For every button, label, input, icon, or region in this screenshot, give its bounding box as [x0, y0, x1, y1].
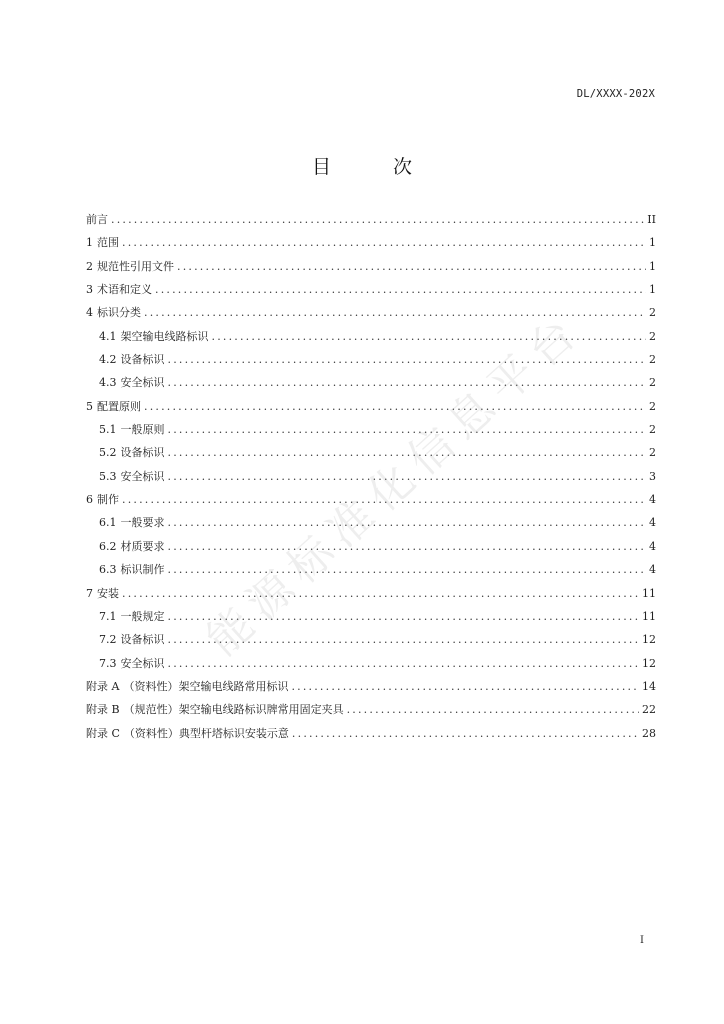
toc-entry-page: 2	[649, 329, 656, 343]
toc-leader-dots	[168, 371, 647, 394]
toc-entry-number: 5	[86, 399, 93, 413]
toc-entry-page: 2	[649, 353, 656, 367]
toc-entry-number: 5.3	[99, 469, 117, 483]
toc-entry[interactable]	[86, 488, 656, 511]
toc-entry-number: 1	[86, 236, 93, 250]
toc-entry-page: 2	[649, 446, 656, 460]
toc-entry-label: 术语和定义	[97, 283, 152, 297]
toc-entry-number: 7.1	[99, 609, 117, 623]
toc-leader-dots	[212, 325, 647, 348]
toc-entry[interactable]	[86, 605, 656, 628]
toc-entry-page: 3	[649, 469, 656, 483]
toc-entry-page: 11	[642, 609, 656, 623]
toc-leader-dots	[177, 255, 646, 278]
toc-entry[interactable]	[86, 395, 656, 418]
toc-entry-label: 前言	[86, 213, 108, 226]
toc-entry-label: 设备标识	[120, 446, 165, 460]
toc-leader-dots	[144, 395, 646, 418]
toc-entry-label: （资料性）架空输电线路常用标识	[123, 679, 289, 693]
toc-entry-number: 7.3	[99, 656, 117, 670]
toc-entry-page: 12	[642, 633, 656, 647]
toc-entry-label: 材质要求	[120, 539, 165, 553]
toc-entry-number: 5.1	[99, 423, 117, 437]
toc-entry[interactable]	[86, 675, 656, 698]
toc-entry-number: 4.1	[99, 329, 117, 343]
toc-entry-label: （资料性）典型杆塔标识安装示意	[123, 726, 289, 740]
toc-entry[interactable]	[86, 511, 656, 534]
toc-entry[interactable]	[86, 418, 656, 441]
toc-entry-page: II	[647, 213, 656, 226]
toc-entry[interactable]	[86, 278, 656, 301]
toc-entry[interactable]	[86, 325, 656, 348]
toc-entry-label: 设备标识	[120, 353, 165, 367]
toc-leader-dots	[168, 441, 647, 464]
toc-entry-page: 14	[642, 679, 656, 693]
toc-entry-label: 一般原则	[120, 423, 165, 437]
page-number: I	[640, 935, 644, 946]
toc-leader-dots	[291, 675, 639, 698]
toc-entry-number: 6.1	[99, 516, 117, 530]
toc-entry-number: 2	[86, 259, 93, 273]
toc-entry-label: 规范性引用文件	[97, 259, 174, 273]
toc-leader-dots	[155, 278, 646, 301]
toc-entry-label: 一般要求	[120, 516, 165, 530]
toc-entry[interactable]	[86, 255, 656, 278]
toc-leader-dots	[168, 605, 640, 628]
toc-leader-dots	[111, 208, 644, 231]
toc-entry[interactable]	[86, 535, 656, 558]
toc-entry-number: 6	[86, 493, 93, 507]
toc-entry[interactable]	[86, 582, 656, 605]
document-code: DL/XXXX-202X	[576, 88, 655, 100]
toc-entry-number: 4	[86, 306, 93, 320]
toc-entry[interactable]	[86, 441, 656, 464]
toc-leader-dots	[168, 558, 647, 581]
toc-leader-dots	[122, 488, 646, 511]
toc-entry-label: 范围	[97, 236, 119, 250]
toc-entry-label: 配置原则	[97, 399, 141, 413]
toc-leader-dots	[168, 535, 647, 558]
toc-entry-number: 4.3	[99, 376, 117, 390]
toc-entry[interactable]	[86, 231, 656, 254]
toc-entry[interactable]	[86, 301, 656, 324]
toc-entry-page: 2	[649, 376, 656, 390]
toc-entry[interactable]	[86, 558, 656, 581]
toc-entry-label: 标识分类	[97, 306, 141, 320]
toc-entry-number: 附录 A	[86, 679, 120, 693]
toc-leader-dots	[168, 348, 647, 371]
toc-entry-number: 5.2	[99, 446, 117, 460]
toc-entry-number: 附录 C	[86, 726, 120, 740]
toc-entry-label: 架空输电线路标识	[120, 329, 209, 343]
toc-entry[interactable]	[86, 208, 656, 231]
toc-entry-label: （规范性）架空输电线路标识牌常用固定夹具	[123, 703, 344, 717]
toc-entry-page: 4	[649, 516, 656, 530]
toc-entry-number: 7	[86, 586, 93, 600]
toc-leader-dots	[347, 698, 639, 721]
toc-entry[interactable]	[86, 348, 656, 371]
toc-leader-dots	[168, 628, 640, 651]
toc-entry-number: 7.2	[99, 633, 117, 647]
toc-entry[interactable]	[86, 628, 656, 651]
toc-entry-number: 4.2	[99, 353, 117, 367]
toc-entry[interactable]	[86, 465, 656, 488]
toc-entry-page: 4	[649, 539, 656, 553]
toc-entry-page: 11	[642, 586, 656, 600]
toc-entry-page: 4	[649, 563, 656, 577]
toc-entry-page: 2	[649, 423, 656, 437]
toc-entry[interactable]	[86, 371, 656, 394]
toc-entry-page: 4	[649, 493, 656, 507]
toc-entry-label: 安全标识	[120, 656, 165, 670]
toc-leader-dots	[168, 465, 647, 488]
toc-leader-dots	[122, 582, 639, 605]
toc-entry-label: 制作	[97, 493, 119, 507]
toc-leader-dots	[144, 301, 646, 324]
toc-entry-number: 3	[86, 283, 93, 297]
toc-entry-label: 安全标识	[120, 469, 165, 483]
toc-entry-page: 1	[649, 259, 656, 273]
toc-leader-dots	[122, 231, 646, 254]
toc-entry-number: 6.2	[99, 539, 117, 553]
toc-leader-dots	[168, 511, 647, 534]
toc-entry-page: 1	[649, 236, 656, 250]
toc-entry[interactable]	[86, 652, 656, 675]
toc-entry-page: 2	[649, 306, 656, 320]
toc-entry-page: 12	[642, 656, 656, 670]
toc-entry-number: 6.3	[99, 563, 117, 577]
watermark: 能源标准化信息平台	[197, 302, 593, 667]
toc-entry[interactable]	[86, 722, 656, 745]
toc-entry-label: 设备标识	[120, 633, 165, 647]
toc-leader-dots	[168, 652, 640, 675]
toc-entry-label: 标识制作	[120, 563, 165, 577]
toc-entry[interactable]	[86, 698, 656, 721]
toc-entry-label: 安全标识	[120, 376, 165, 390]
table-of-contents	[86, 208, 656, 745]
toc-entry-page: 2	[649, 399, 656, 413]
toc-leader-dots	[168, 418, 647, 441]
page-title: 目 次	[311, 156, 441, 178]
toc-entry-page: 1	[649, 283, 656, 297]
toc-entry-label: 安装	[97, 586, 119, 600]
toc-leader-dots	[292, 722, 639, 745]
toc-entry-page: 22	[642, 703, 656, 717]
toc-entry-page: 28	[642, 726, 656, 740]
toc-entry-number: 附录 B	[86, 703, 120, 717]
toc-entry-label: 一般规定	[120, 609, 165, 623]
